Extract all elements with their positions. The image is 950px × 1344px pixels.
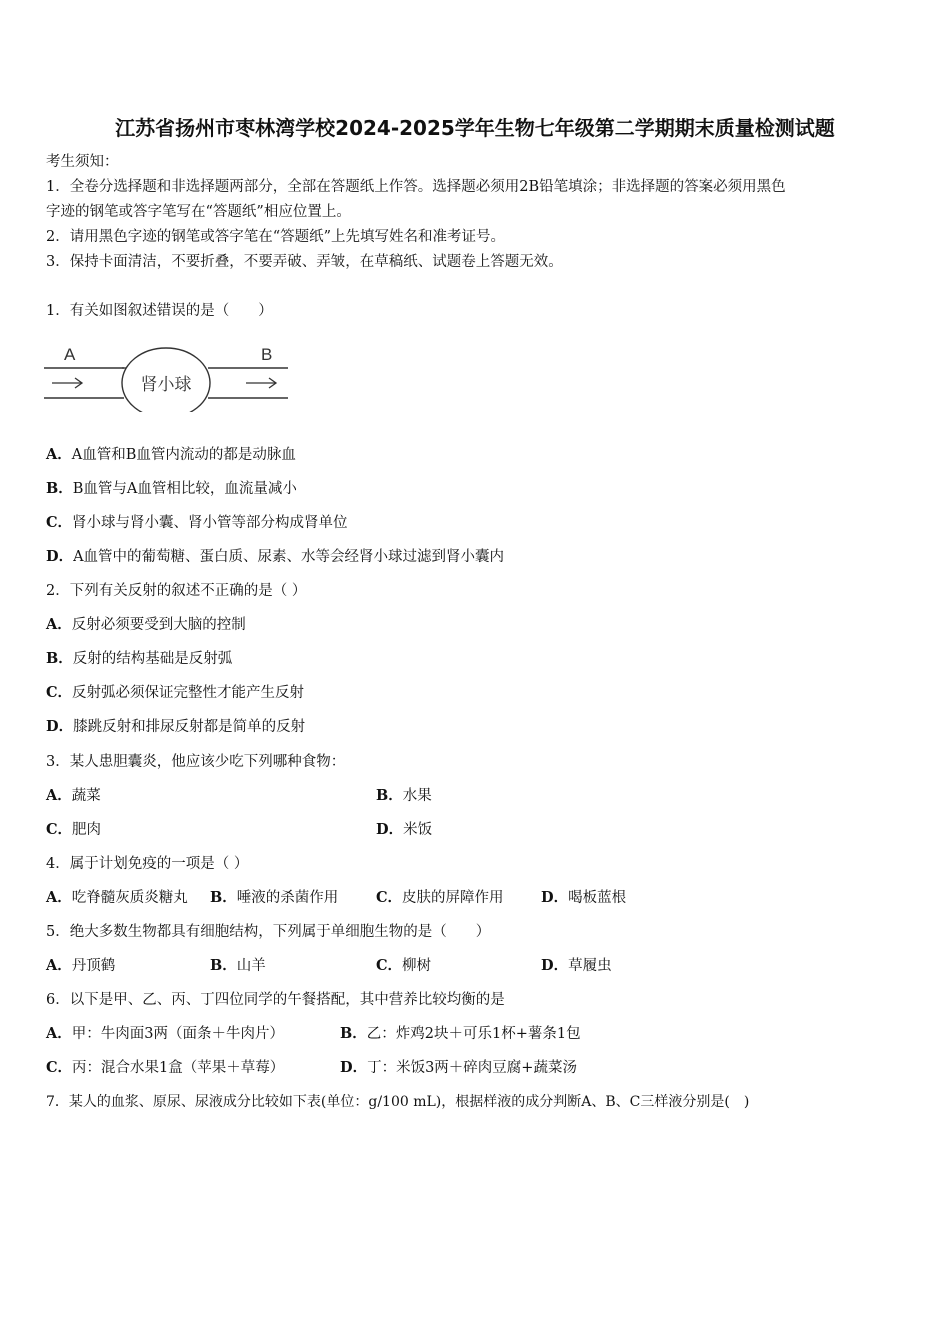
label-a: A xyxy=(64,345,76,364)
option-text: 反射的结构基础是反射弧 xyxy=(72,651,233,667)
option-label: B． xyxy=(210,889,237,906)
option-label: C． xyxy=(46,684,73,701)
question-5-stem: 5．绝大多数生物都具有细胞结构，下列属于单细胞生物的是（ ） xyxy=(46,924,491,940)
q3-option-c[interactable] xyxy=(46,820,101,840)
option-text: 肥肉 xyxy=(72,822,102,838)
notice-heading: 考生须知： xyxy=(46,154,119,170)
option-label: B． xyxy=(340,1025,367,1042)
option-text: 膝跳反射和排尿反射都是简单的反射 xyxy=(73,719,306,735)
q5-option-b[interactable] xyxy=(210,956,266,976)
option-text: 乙：炸鸡2块＋可乐1杯+薯条1包 xyxy=(366,1026,581,1042)
q2-option-b[interactable] xyxy=(46,649,232,669)
q1-option-a[interactable] xyxy=(46,445,296,465)
q1-option-b[interactable] xyxy=(46,479,297,499)
option-label: C． xyxy=(376,957,403,974)
option-label: D． xyxy=(46,548,74,565)
option-label: A． xyxy=(46,1025,72,1042)
option-label: C． xyxy=(46,1059,73,1076)
q2-option-d[interactable] xyxy=(46,717,305,737)
option-text: 丙：混合水果1盒（苹果＋草莓） xyxy=(72,1060,285,1076)
q3-option-d[interactable] xyxy=(376,820,432,840)
arrow-a-icon xyxy=(52,378,82,388)
option-label: A． xyxy=(46,446,72,463)
option-label: B． xyxy=(46,480,73,497)
question-4-stem: 4．属于计划免疫的一项是（ ） xyxy=(46,856,249,872)
question-6-stem: 6．以下是甲、乙、丙、丁四位同学的午餐搭配，其中营养比较均衡的是 xyxy=(46,992,505,1008)
q6-option-d[interactable] xyxy=(340,1058,577,1078)
option-text: A血管和B血管内流动的都是动脉血 xyxy=(71,447,296,463)
q5-option-c[interactable] xyxy=(376,956,431,976)
notice-item-3: 3．保持卡面清洁，不要折叠，不要弄破、弄皱，在草稿纸、试题卷上答题无效。 xyxy=(46,254,563,270)
option-text: A血管中的葡萄糖、蛋白质、尿素、水等会经肾小球过滤到肾小囊内 xyxy=(73,549,505,565)
option-text: 柳树 xyxy=(402,958,432,974)
option-label: A． xyxy=(46,787,72,804)
q6-option-b[interactable] xyxy=(340,1024,581,1044)
option-text: 皮肤的屏障作用 xyxy=(402,890,504,906)
q6-option-c[interactable] xyxy=(46,1058,284,1078)
option-label: B． xyxy=(210,957,237,974)
option-text: 吃脊髓灰质炎糖丸 xyxy=(71,890,188,906)
q5-option-d[interactable] xyxy=(541,956,612,976)
q4-option-d[interactable] xyxy=(541,888,626,908)
page-title: 江苏省扬州市枣林湾学校2024-2025学年生物七年级第二学期期末质量检测试题 xyxy=(115,116,835,140)
option-label: A． xyxy=(46,616,72,633)
notice-item-2: 2．请用黑色字迹的钢笔或答字笔在“答题纸”上先填写姓名和准考证号。 xyxy=(46,229,506,245)
q1-option-d[interactable] xyxy=(46,547,504,567)
option-text: 草履虫 xyxy=(568,958,612,974)
option-label: A． xyxy=(46,957,72,974)
option-text: 喝板蓝根 xyxy=(568,890,627,906)
option-text: 丹顶鹤 xyxy=(71,958,116,974)
option-label: C． xyxy=(46,514,73,531)
arrow-b-icon xyxy=(246,378,276,388)
q3-option-a[interactable] xyxy=(46,786,101,806)
option-text: 反射必须要受到大脑的控制 xyxy=(71,617,246,633)
q4-option-c[interactable] xyxy=(376,888,504,908)
label-b: B xyxy=(261,345,273,364)
option-text: 米饭 xyxy=(403,822,433,838)
q4-option-b[interactable] xyxy=(210,888,338,908)
option-text: 甲：牛肉面3两（面条＋牛肉片） xyxy=(71,1026,284,1042)
option-label: B． xyxy=(376,787,403,804)
option-label: C． xyxy=(46,821,73,838)
notice-item-1-cont: 字迹的钢笔或答字笔写在“答题纸”相应位置上。 xyxy=(46,204,351,220)
option-label: D． xyxy=(541,957,569,974)
label-glomerulus: 肾小球 xyxy=(140,375,192,395)
q2-option-a[interactable] xyxy=(46,615,246,635)
option-label: D． xyxy=(46,718,74,735)
option-text: 山羊 xyxy=(236,958,266,974)
option-text: 反射弧必须保证完整性才能产生反射 xyxy=(72,685,305,701)
q4-option-a[interactable] xyxy=(46,888,188,908)
option-text: 唾液的杀菌作用 xyxy=(236,890,339,906)
option-label: A． xyxy=(46,889,72,906)
question-3-stem: 3．某人患胆囊炎，他应该少吃下列哪种食物： xyxy=(46,754,346,770)
option-text: 肾小球与肾小囊、肾小管等部分构成肾单位 xyxy=(72,515,348,531)
option-text: B血管与A血管相比较，血流量减小 xyxy=(72,481,297,497)
option-label: C． xyxy=(376,889,403,906)
q3-option-b[interactable] xyxy=(376,786,432,806)
q2-option-c[interactable] xyxy=(46,683,304,703)
kidney-glomerulus-diagram xyxy=(44,340,294,412)
option-label: D． xyxy=(376,821,404,838)
question-2-stem: 2．下列有关反射的叙述不正确的是（ ） xyxy=(46,583,307,599)
q6-option-a[interactable] xyxy=(46,1024,284,1044)
option-label: D． xyxy=(340,1059,368,1076)
question-7-stem: 7．某人的血浆、原尿、尿液成分比较如下表(单位：g/100 mL)，根据样液的成分判断A、B、C三样液分别是( ) xyxy=(46,1094,750,1110)
notice-item-1: 1．全卷分选择题和非选择题两部分，全部在答题纸上作答。选择题必须用2B铅笔填涂；非选择题的答案必须用黑色 xyxy=(46,179,786,195)
option-label: B． xyxy=(46,650,73,667)
option-label: D． xyxy=(541,889,569,906)
option-text: 丁：米饭3两＋碎肉豆腐+蔬菜汤 xyxy=(367,1060,577,1076)
option-text: 水果 xyxy=(402,788,432,804)
q5-option-a[interactable] xyxy=(46,956,115,976)
question-1-stem: 1．有关如图叙述错误的是（ ） xyxy=(46,303,273,319)
q1-option-c[interactable] xyxy=(46,513,348,533)
option-text: 蔬菜 xyxy=(71,788,101,804)
